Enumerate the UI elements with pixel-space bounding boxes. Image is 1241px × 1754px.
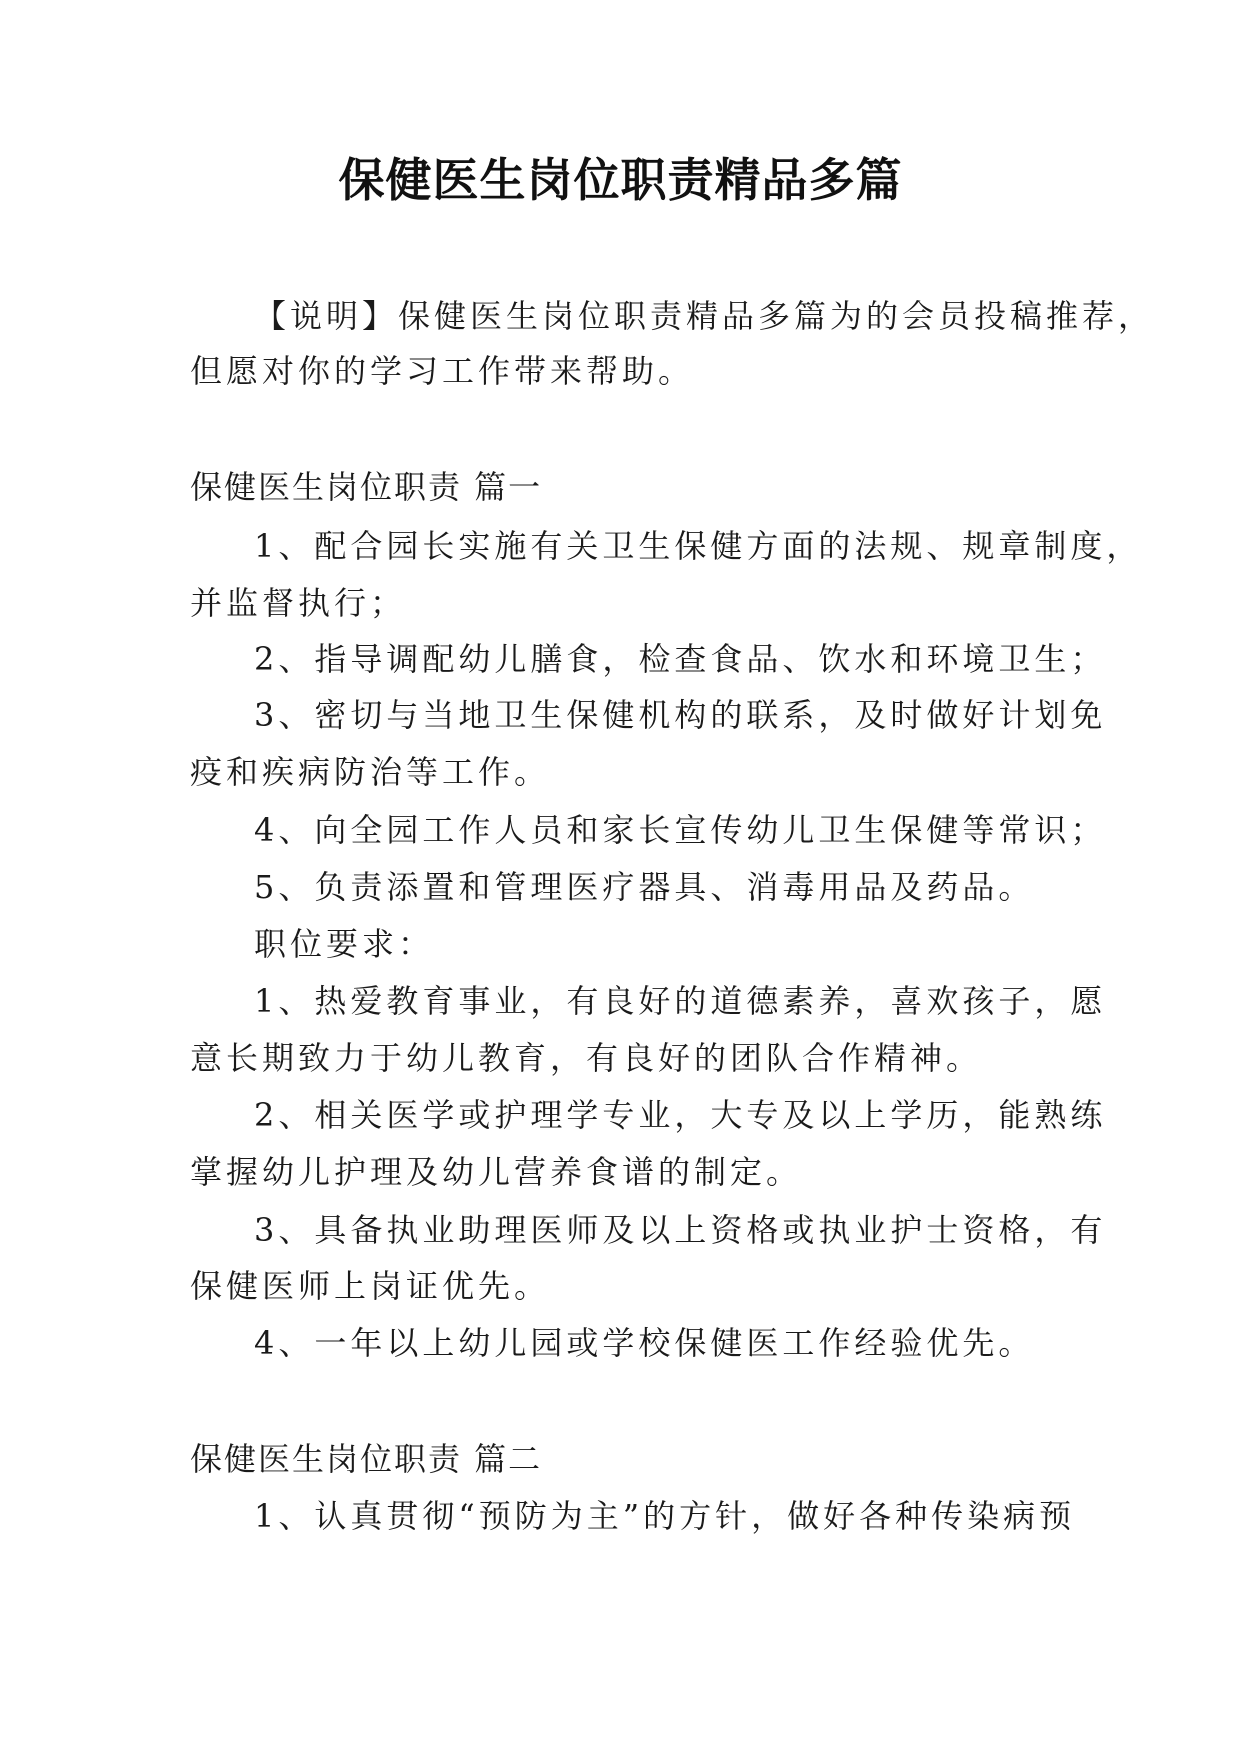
duty-line: 1、配合园长实施有关卫生保健方面的法规、规章制度， (254, 527, 1143, 565)
requirement-line: 3、具备执业助理医师及以上资格或执业护士资格，有 (254, 1211, 1107, 1249)
document-title: 保健医生岗位职责精品多篇 (338, 153, 903, 207)
duty-line: 疫和疾病防治等工作。 (190, 753, 551, 791)
intro-line-2: 但愿对你的学习工作带来帮助。 (190, 352, 695, 390)
duty-line: 4、向全园工作人员和家长宣传幼儿卫生保健等常识； (254, 811, 1107, 849)
requirement-line: 1、热爱教育事业，有良好的道德素养，喜欢孩子，愿 (254, 982, 1107, 1020)
duty-line: 并监督执行； (190, 584, 407, 622)
requirement-line: 4、一年以上幼儿园或学校保健医工作经验优先。 (254, 1324, 1035, 1362)
requirement-line: 意长期致力于幼儿教育，有良好的团队合作精神。 (190, 1039, 983, 1077)
duty-line: 1、认真贯彻“预防为主”的方针，做好各种传染病预 (254, 1497, 1076, 1535)
duty-line: 5、负责添置和管理医疗器具、消毒用品及药品。 (254, 868, 1035, 906)
requirements-heading: 职位要求： (254, 925, 435, 963)
duty-line: 2、指导调配幼儿膳食，检查食品、饮水和环境卫生； (254, 640, 1107, 678)
requirement-line: 掌握幼儿护理及幼儿营养食谱的制定。 (190, 1153, 803, 1191)
section-2-heading: 保健医生岗位职责 篇二 (190, 1440, 543, 1478)
intro-line-1: 【说明】保健医生岗位职责精品多篇为的会员投稿推荐， (254, 297, 1155, 335)
section-1-heading: 保健医生岗位职责 篇一 (190, 468, 543, 506)
duty-line: 3、密切与当地卫生保健机构的联系，及时做好计划免 (254, 696, 1107, 734)
requirement-line: 保健医师上岗证优先。 (190, 1267, 551, 1305)
requirement-line: 2、相关医学或护理学专业，大专及以上学历，能熟练 (254, 1096, 1107, 1134)
